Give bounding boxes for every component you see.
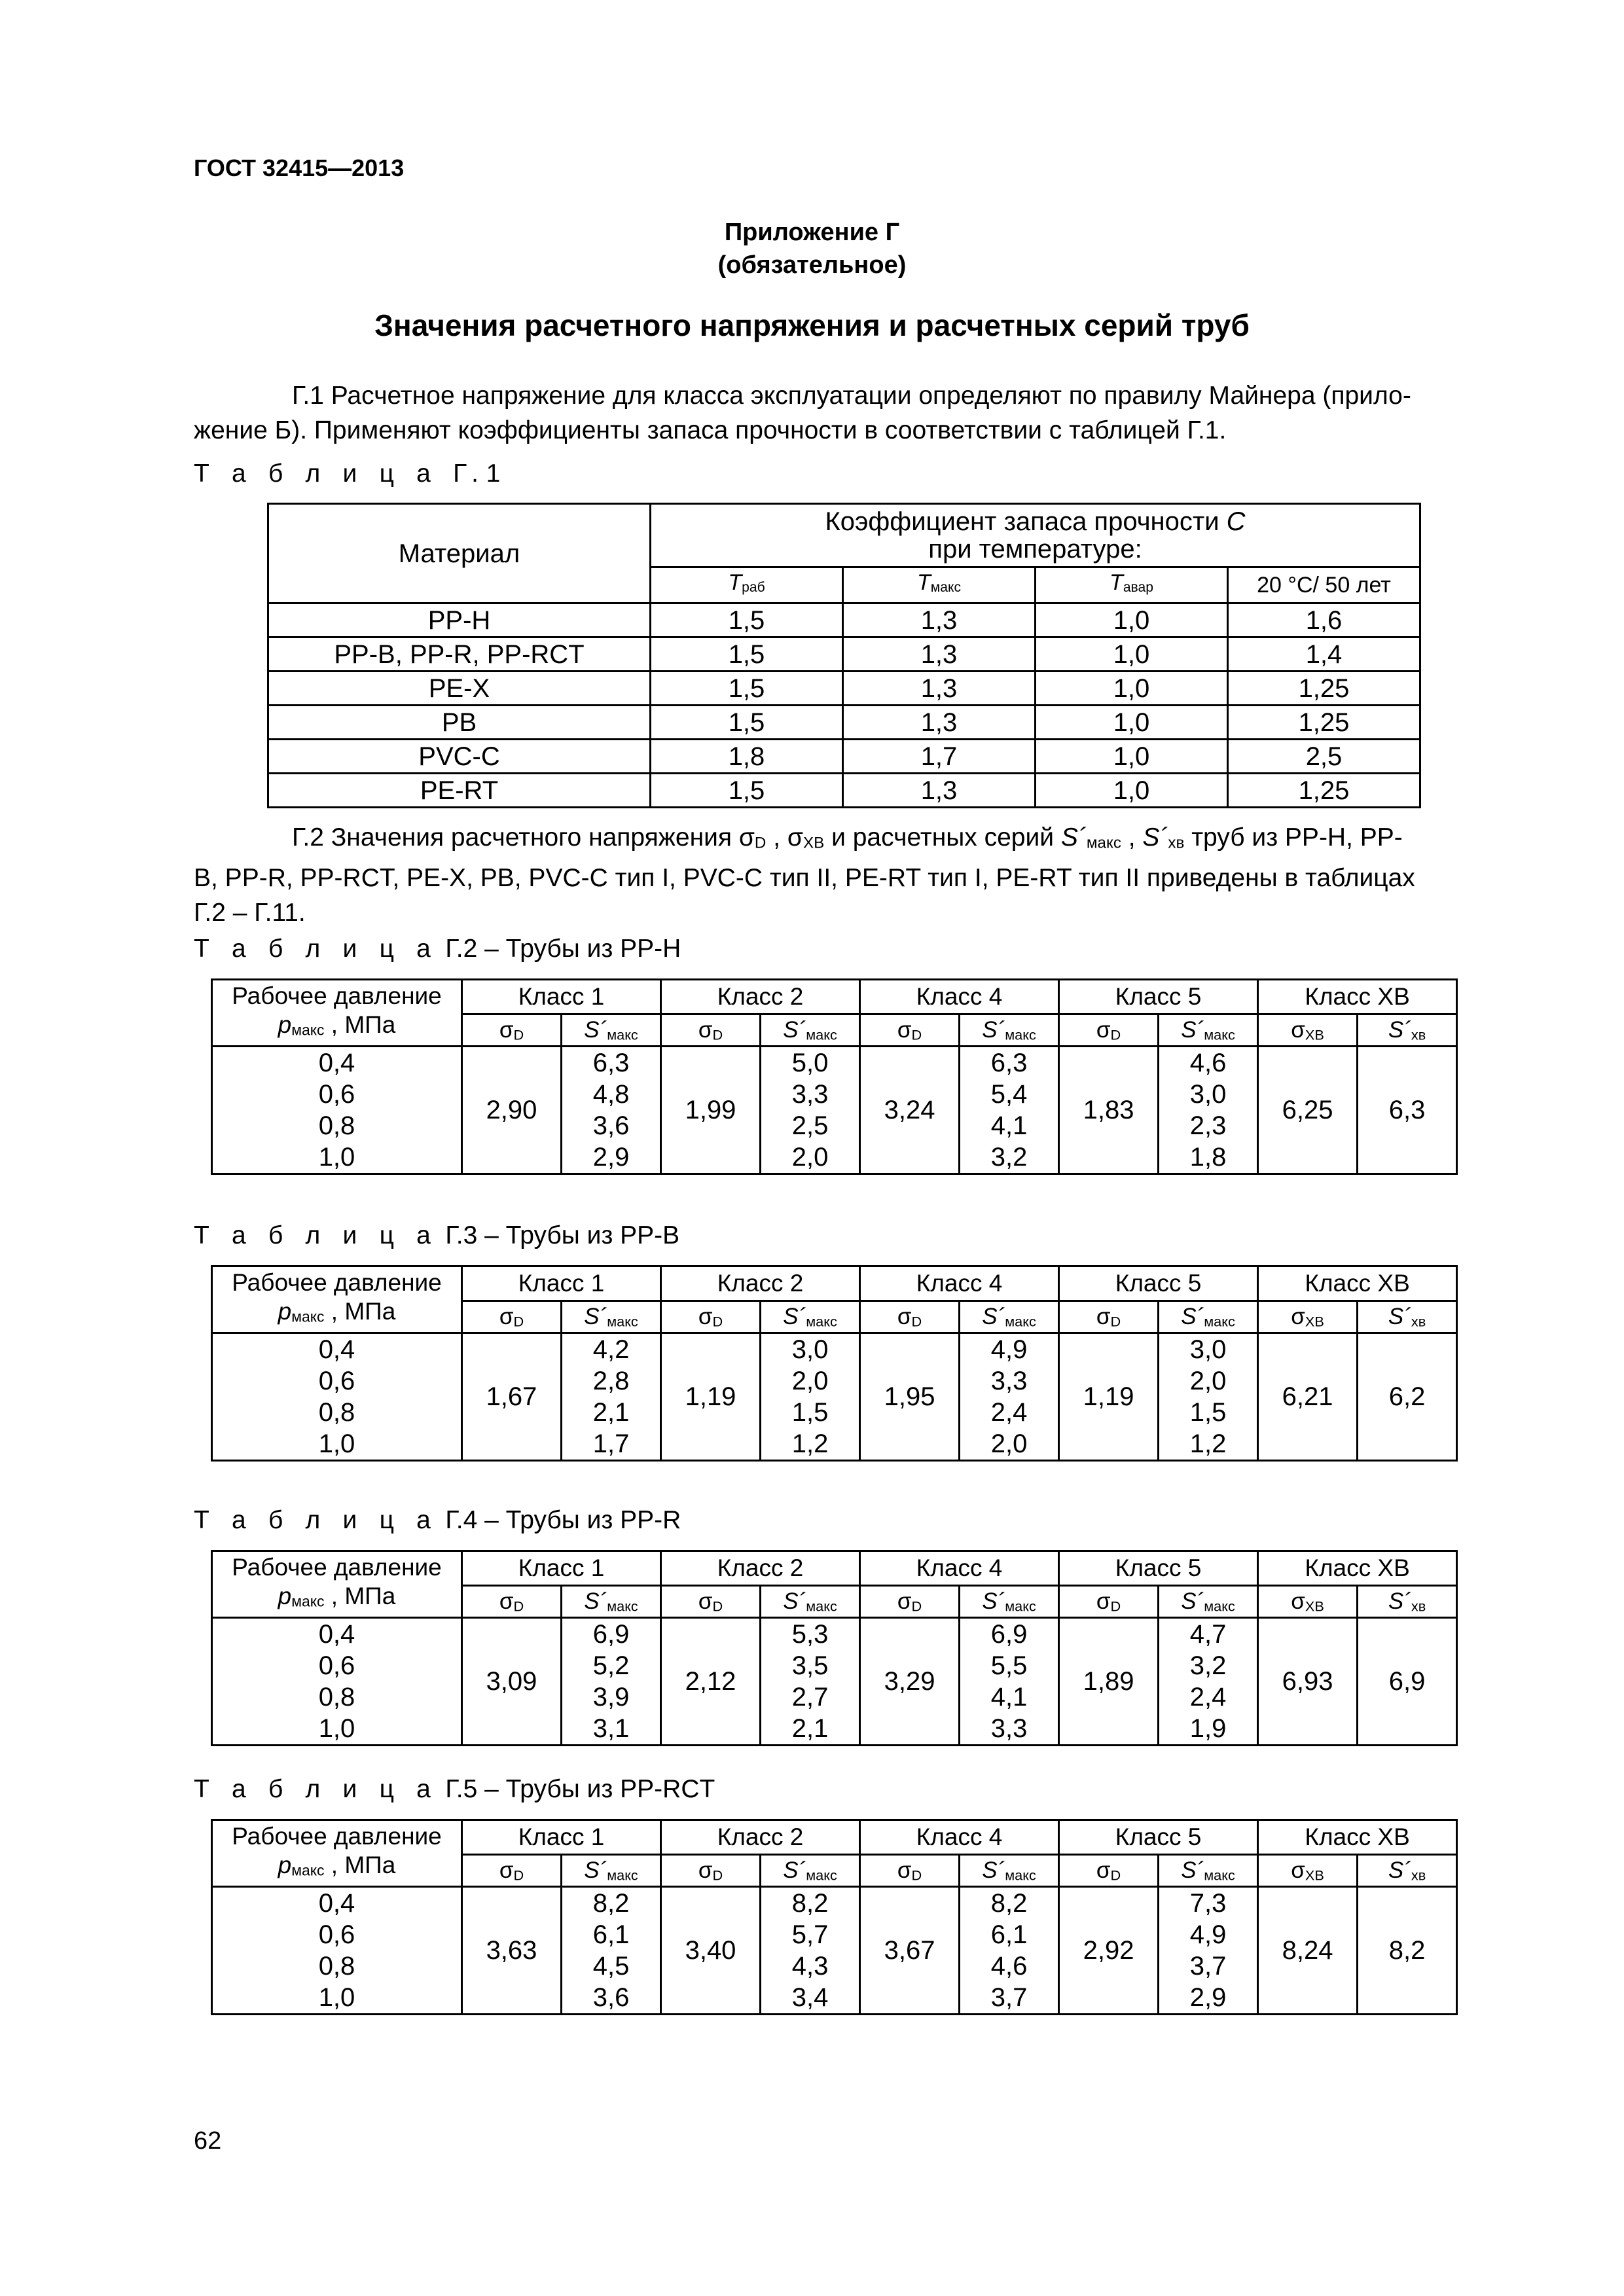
table2-caption: Т а б л и ц а Г.2 – Трубы из PP-H	[194, 935, 681, 963]
s-max-header: $S´_{макс}$	[960, 1014, 1059, 1047]
temp-header-max: $T_{макс}$	[843, 567, 1036, 603]
cell: 1,5	[651, 603, 843, 637]
s-max-header: $S´_{макс}$	[1159, 1855, 1258, 1887]
class-header: Класс ХВ	[1258, 1266, 1457, 1301]
sigma-xb-value: 8,24	[1258, 1887, 1358, 2015]
class-header: Класс 2	[661, 1551, 860, 1586]
table-row	[212, 1047, 1457, 1174]
cell: 1,3	[843, 774, 1036, 808]
cell: 1,5	[651, 774, 843, 808]
s-xv-header: $S´_{хв}$	[1358, 1855, 1457, 1887]
sigma-d-value: 1,83	[1059, 1047, 1159, 1174]
s-max-header: $S´_{макс}$	[960, 1586, 1059, 1618]
document-code: ГОСТ 32415—2013	[194, 154, 405, 181]
table4-caption: Т а б л и ц а Г.4 – Трубы из PP-R	[194, 1506, 681, 1534]
class-header: Класс 2	[661, 1820, 860, 1855]
page-number: 62	[194, 2127, 222, 2155]
sigma-d-header: $\sigma_D$	[860, 1301, 960, 1333]
cell: 1,7	[843, 740, 1036, 774]
sigma-xb-value: 6,93	[1258, 1618, 1358, 1746]
table-row	[212, 1618, 1457, 1746]
s-xv-value: 6,9	[1358, 1618, 1457, 1746]
table-row	[268, 740, 1420, 774]
s-max-header: $S´_{макс}$	[960, 1301, 1059, 1333]
cell: 1,0	[1036, 774, 1228, 808]
s-max-values: 4,6 3,0 2,3 1,8	[1159, 1047, 1258, 1174]
pressure-header: Рабочее давление $p_{макс}$ , МПа	[212, 980, 462, 1047]
table5-caption: Т а б л и ц а Г.5 – Трубы из PP-RCT	[194, 1775, 715, 1803]
s-max-values: 4,2 2,8 2,1 1,7	[562, 1333, 661, 1461]
cell: 1,0	[1036, 603, 1228, 637]
sigma-d-header: $\sigma_D$	[860, 1855, 960, 1887]
s-xv-value: 6,3	[1358, 1047, 1457, 1174]
cell: PE-RT	[268, 774, 651, 808]
s-xv-header: $S´_{хв}$	[1358, 1586, 1457, 1618]
pressure-values: 0,4 0,6 0,8 1,0	[212, 1618, 462, 1746]
cell: 1,3	[843, 706, 1036, 740]
cell: 1,25	[1228, 706, 1420, 740]
cell: 1,0	[1036, 706, 1228, 740]
s-max-header: $S´_{макс}$	[1159, 1586, 1258, 1618]
sigma-d-header: $\sigma_D$	[661, 1855, 761, 1887]
sigma-d-value: 1,99	[661, 1047, 761, 1174]
sigma-d-header: $\sigma_D$	[860, 1014, 960, 1047]
sigma-d-value: 3,40	[661, 1887, 761, 2015]
sigma-d-value: 2,92	[1059, 1887, 1159, 2015]
sigma-d-value: 3,24	[860, 1047, 960, 1174]
table2-stress-series-table	[211, 978, 1458, 1175]
s-max-values: 4,7 3,2 2,4 1,9	[1159, 1618, 1258, 1746]
cell: 1,5	[651, 672, 843, 706]
temp-header-work: $T_{раб}$	[651, 567, 843, 603]
cell: PP-B, PP-R, PP-RCT	[268, 637, 651, 672]
sigma-d-value: 1,95	[860, 1333, 960, 1461]
table-row	[268, 637, 1420, 672]
s-max-header: $S´_{макс}$	[562, 1014, 661, 1047]
class-header: Класс ХВ	[1258, 980, 1457, 1014]
pressure-header: Рабочее давление $p_{макс}$ , МПа	[212, 1551, 462, 1618]
coefficient-header: Коэффициент запаса прочности C при температуре:	[651, 504, 1420, 567]
annex-status: (обязательное)	[717, 251, 907, 279]
s-max-values: 7,3 4,9 3,7 2,9	[1159, 1887, 1258, 2015]
s-xv-value: 8,2	[1358, 1887, 1457, 2015]
cell: PVC-C	[268, 740, 651, 774]
s-max-header: $S´_{макс}$	[562, 1586, 661, 1618]
class-header: Класс 2	[661, 980, 860, 1014]
cell: 2,5	[1228, 740, 1420, 774]
cell: 1,4	[1228, 637, 1420, 672]
sigma-d-value: 1,89	[1059, 1618, 1159, 1746]
pressure-values: 0,4 0,6 0,8 1,0	[212, 1047, 462, 1174]
s-max-header: $S´_{макс}$	[1159, 1014, 1258, 1047]
s-max-header: $S´_{макс}$	[1159, 1301, 1258, 1333]
sigma-d-header: $\sigma_D$	[661, 1014, 761, 1047]
sigma-d-header: $\sigma_D$	[1059, 1014, 1159, 1047]
table4-stress-series-table	[211, 1550, 1458, 1746]
cell: 1,25	[1228, 672, 1420, 706]
sigma-xb-header: $\sigma_{ХВ}$	[1258, 1301, 1358, 1333]
sigma-d-header: $\sigma_D$	[661, 1586, 761, 1618]
cell: 1,0	[1036, 740, 1228, 774]
sigma-d-header: $\sigma_D$	[1059, 1855, 1159, 1887]
s-max-values: 8,2 5,7 4,3 3,4	[761, 1887, 860, 2015]
sigma-d-header: $\sigma_D$	[462, 1586, 562, 1618]
pressure-header: Рабочее давление $p_{макс}$ , МПа	[212, 1820, 462, 1887]
cell: 1,8	[651, 740, 843, 774]
sigma-d-value: 3,67	[860, 1887, 960, 2015]
cell: 1,25	[1228, 774, 1420, 808]
sigma-d-header: $\sigma_D$	[860, 1586, 960, 1618]
table-row	[268, 603, 1420, 637]
table3-stress-series-table	[211, 1265, 1458, 1462]
cell: PB	[268, 706, 651, 740]
table3-caption: Т а б л и ц а Г.3 – Трубы из PP-B	[194, 1221, 680, 1249]
sigma-d-value: 1,19	[1059, 1333, 1159, 1461]
s-xv-header: $S´_{хв}$	[1358, 1014, 1457, 1047]
s-max-header: $S´_{макс}$	[761, 1855, 860, 1887]
sigma-d-value: 1,19	[661, 1333, 761, 1461]
cell: 1,3	[843, 603, 1036, 637]
s-max-values: 8,2 6,1 4,5 3,6	[562, 1887, 661, 2015]
cell: 1,3	[843, 672, 1036, 706]
class-header: Класс 1	[462, 1551, 661, 1586]
table5-stress-series-table	[211, 1819, 1458, 2015]
temp-header-20c-50y: 20 °С/ 50 лет	[1228, 567, 1420, 603]
s-max-values: 8,2 6,1 4,6 3,7	[960, 1887, 1059, 2015]
cell: 1,3	[843, 637, 1036, 672]
sigma-d-header: $\sigma_D$	[462, 1014, 562, 1047]
material-header: Материал	[268, 504, 651, 603]
sigma-d-header: $\sigma_D$	[661, 1301, 761, 1333]
class-header: Класс 1	[462, 1820, 661, 1855]
sigma-d-value: 3,63	[462, 1887, 562, 2015]
s-max-header: $S´_{макс}$	[960, 1855, 1059, 1887]
cell: PP-H	[268, 603, 651, 637]
sigma-xb-header: $\sigma_{ХВ}$	[1258, 1014, 1358, 1047]
class-header: Класс 2	[661, 1266, 860, 1301]
s-max-values: 3,0 2,0 1,5 1,2	[1159, 1333, 1258, 1461]
table-row	[268, 706, 1420, 740]
sigma-d-value: 2,12	[661, 1618, 761, 1746]
table-row	[212, 1333, 1457, 1461]
s-max-values: 6,3 5,4 4,1 3,2	[960, 1047, 1059, 1174]
cell: 1,5	[651, 637, 843, 672]
page-title: Значения расчетного напряжения и расчетных серий труб	[374, 308, 1250, 342]
paragraph-g1-line1: Г.1 Расчетное напряжение для класса эксплуатации определяют по правилу Майнера (прило-	[292, 382, 1411, 410]
table1-caption: Т а б л и ц а Г.1	[194, 459, 509, 488]
sigma-xb-value: 6,21	[1258, 1333, 1358, 1461]
s-max-header: $S´_{макс}$	[761, 1586, 860, 1618]
sigma-d-header: $\sigma_D$	[462, 1855, 562, 1887]
sigma-xb-header: $\sigma_{ХВ}$	[1258, 1586, 1358, 1618]
cell: 1,0	[1036, 672, 1228, 706]
class-header: Класс 1	[462, 1266, 661, 1301]
s-xv-value: 6,2	[1358, 1333, 1457, 1461]
class-header: Класс 4	[860, 1551, 1059, 1586]
class-header: Класс 1	[462, 980, 661, 1014]
table-row	[268, 774, 1420, 808]
s-max-values: 5,0 3,3 2,5 2,0	[761, 1047, 860, 1174]
pressure-header: Рабочее давление $p_{макс}$ , МПа	[212, 1266, 462, 1333]
table-row	[268, 672, 1420, 706]
sigma-xb-value: 6,25	[1258, 1047, 1358, 1174]
pressure-values: 0,4 0,6 0,8 1,0	[212, 1333, 462, 1461]
cell: 1,6	[1228, 603, 1420, 637]
paragraph-g1	[194, 378, 1496, 448]
class-header: Класс 4	[860, 1820, 1059, 1855]
s-max-values: 5,3 3,5 2,7 2,1	[761, 1618, 860, 1746]
s-max-header: $S´_{макс}$	[761, 1301, 860, 1333]
class-header: Класс 5	[1059, 1266, 1258, 1301]
sigma-d-value: 3,29	[860, 1618, 960, 1746]
s-max-header: $S´_{макс}$	[562, 1301, 661, 1333]
class-header: Класс 5	[1059, 1820, 1258, 1855]
paragraph-g2-line3: Г.2 – Г.11.	[194, 898, 306, 927]
s-max-values: 3,0 2,0 1,5 1,2	[761, 1333, 860, 1461]
class-header: Класс ХВ	[1258, 1551, 1457, 1586]
annex-heading	[0, 216, 1624, 281]
safety-factor-table	[267, 503, 1421, 808]
sigma-xb-header: $\sigma_{ХВ}$	[1258, 1855, 1358, 1887]
paragraph-g1-line2: жение Б). Применяют коэффициенты запаса прочности в соответствии с таблицей Г.1.	[194, 416, 1227, 444]
s-max-header: $S´_{макс}$	[761, 1014, 860, 1047]
sigma-d-value: 1,67	[462, 1333, 562, 1461]
class-header: Класс 5	[1059, 980, 1258, 1014]
sigma-d-header: $\sigma_D$	[1059, 1586, 1159, 1618]
temp-header-emergency: $T_{авар}$	[1036, 567, 1228, 603]
cell: PE-X	[268, 672, 651, 706]
sigma-d-value: 2,90	[462, 1047, 562, 1174]
paragraph-g2: Г.2 Значения расчетного напряжения $\sigma_D$ , $\sigma_{ХВ}$ и расчетных серий $S´_{макс}$ , $S´_{хв}$ труб из PP-H, PP- B, PP-R, PP-RCT, PE-X, PB, PVC-C тип I, PVC-C тип II, PE-RT тип I, PE-RT тип II приведены в таблицах Г.2 – Г.11.	[194, 820, 1496, 930]
s-max-values: 6,9 5,2 3,9 3,1	[562, 1618, 661, 1746]
cell: 1,0	[1036, 637, 1228, 672]
s-max-values: 4,9 3,3 2,4 2,0	[960, 1333, 1059, 1461]
sigma-d-header: $\sigma_D$	[462, 1301, 562, 1333]
s-max-values: 6,3 4,8 3,6 2,9	[562, 1047, 661, 1174]
sigma-d-header: $\sigma_D$	[1059, 1301, 1159, 1333]
pressure-values: 0,4 0,6 0,8 1,0	[212, 1887, 462, 2015]
table-row	[212, 1887, 1457, 2015]
cell: 1,5	[651, 706, 843, 740]
s-max-values: 6,9 5,5 4,1 3,3	[960, 1618, 1059, 1746]
sigma-d-value: 3,09	[462, 1618, 562, 1746]
s-max-header: $S´_{макс}$	[562, 1855, 661, 1887]
s-xv-header: $S´_{хв}$	[1358, 1301, 1457, 1333]
annex-title: Приложение Г	[724, 219, 900, 246]
class-header: Класс ХВ	[1258, 1820, 1457, 1855]
class-header: Класс 4	[860, 1266, 1059, 1301]
class-header: Класс 5	[1059, 1551, 1258, 1586]
class-header: Класс 4	[860, 980, 1059, 1014]
paragraph-g2-line2: B, PP-R, PP-RCT, PE-X, PB, PVC-C тип I, PVC-C тип II, PE-RT тип I, PE-RT тип II приведены в таблицах	[194, 863, 1415, 892]
